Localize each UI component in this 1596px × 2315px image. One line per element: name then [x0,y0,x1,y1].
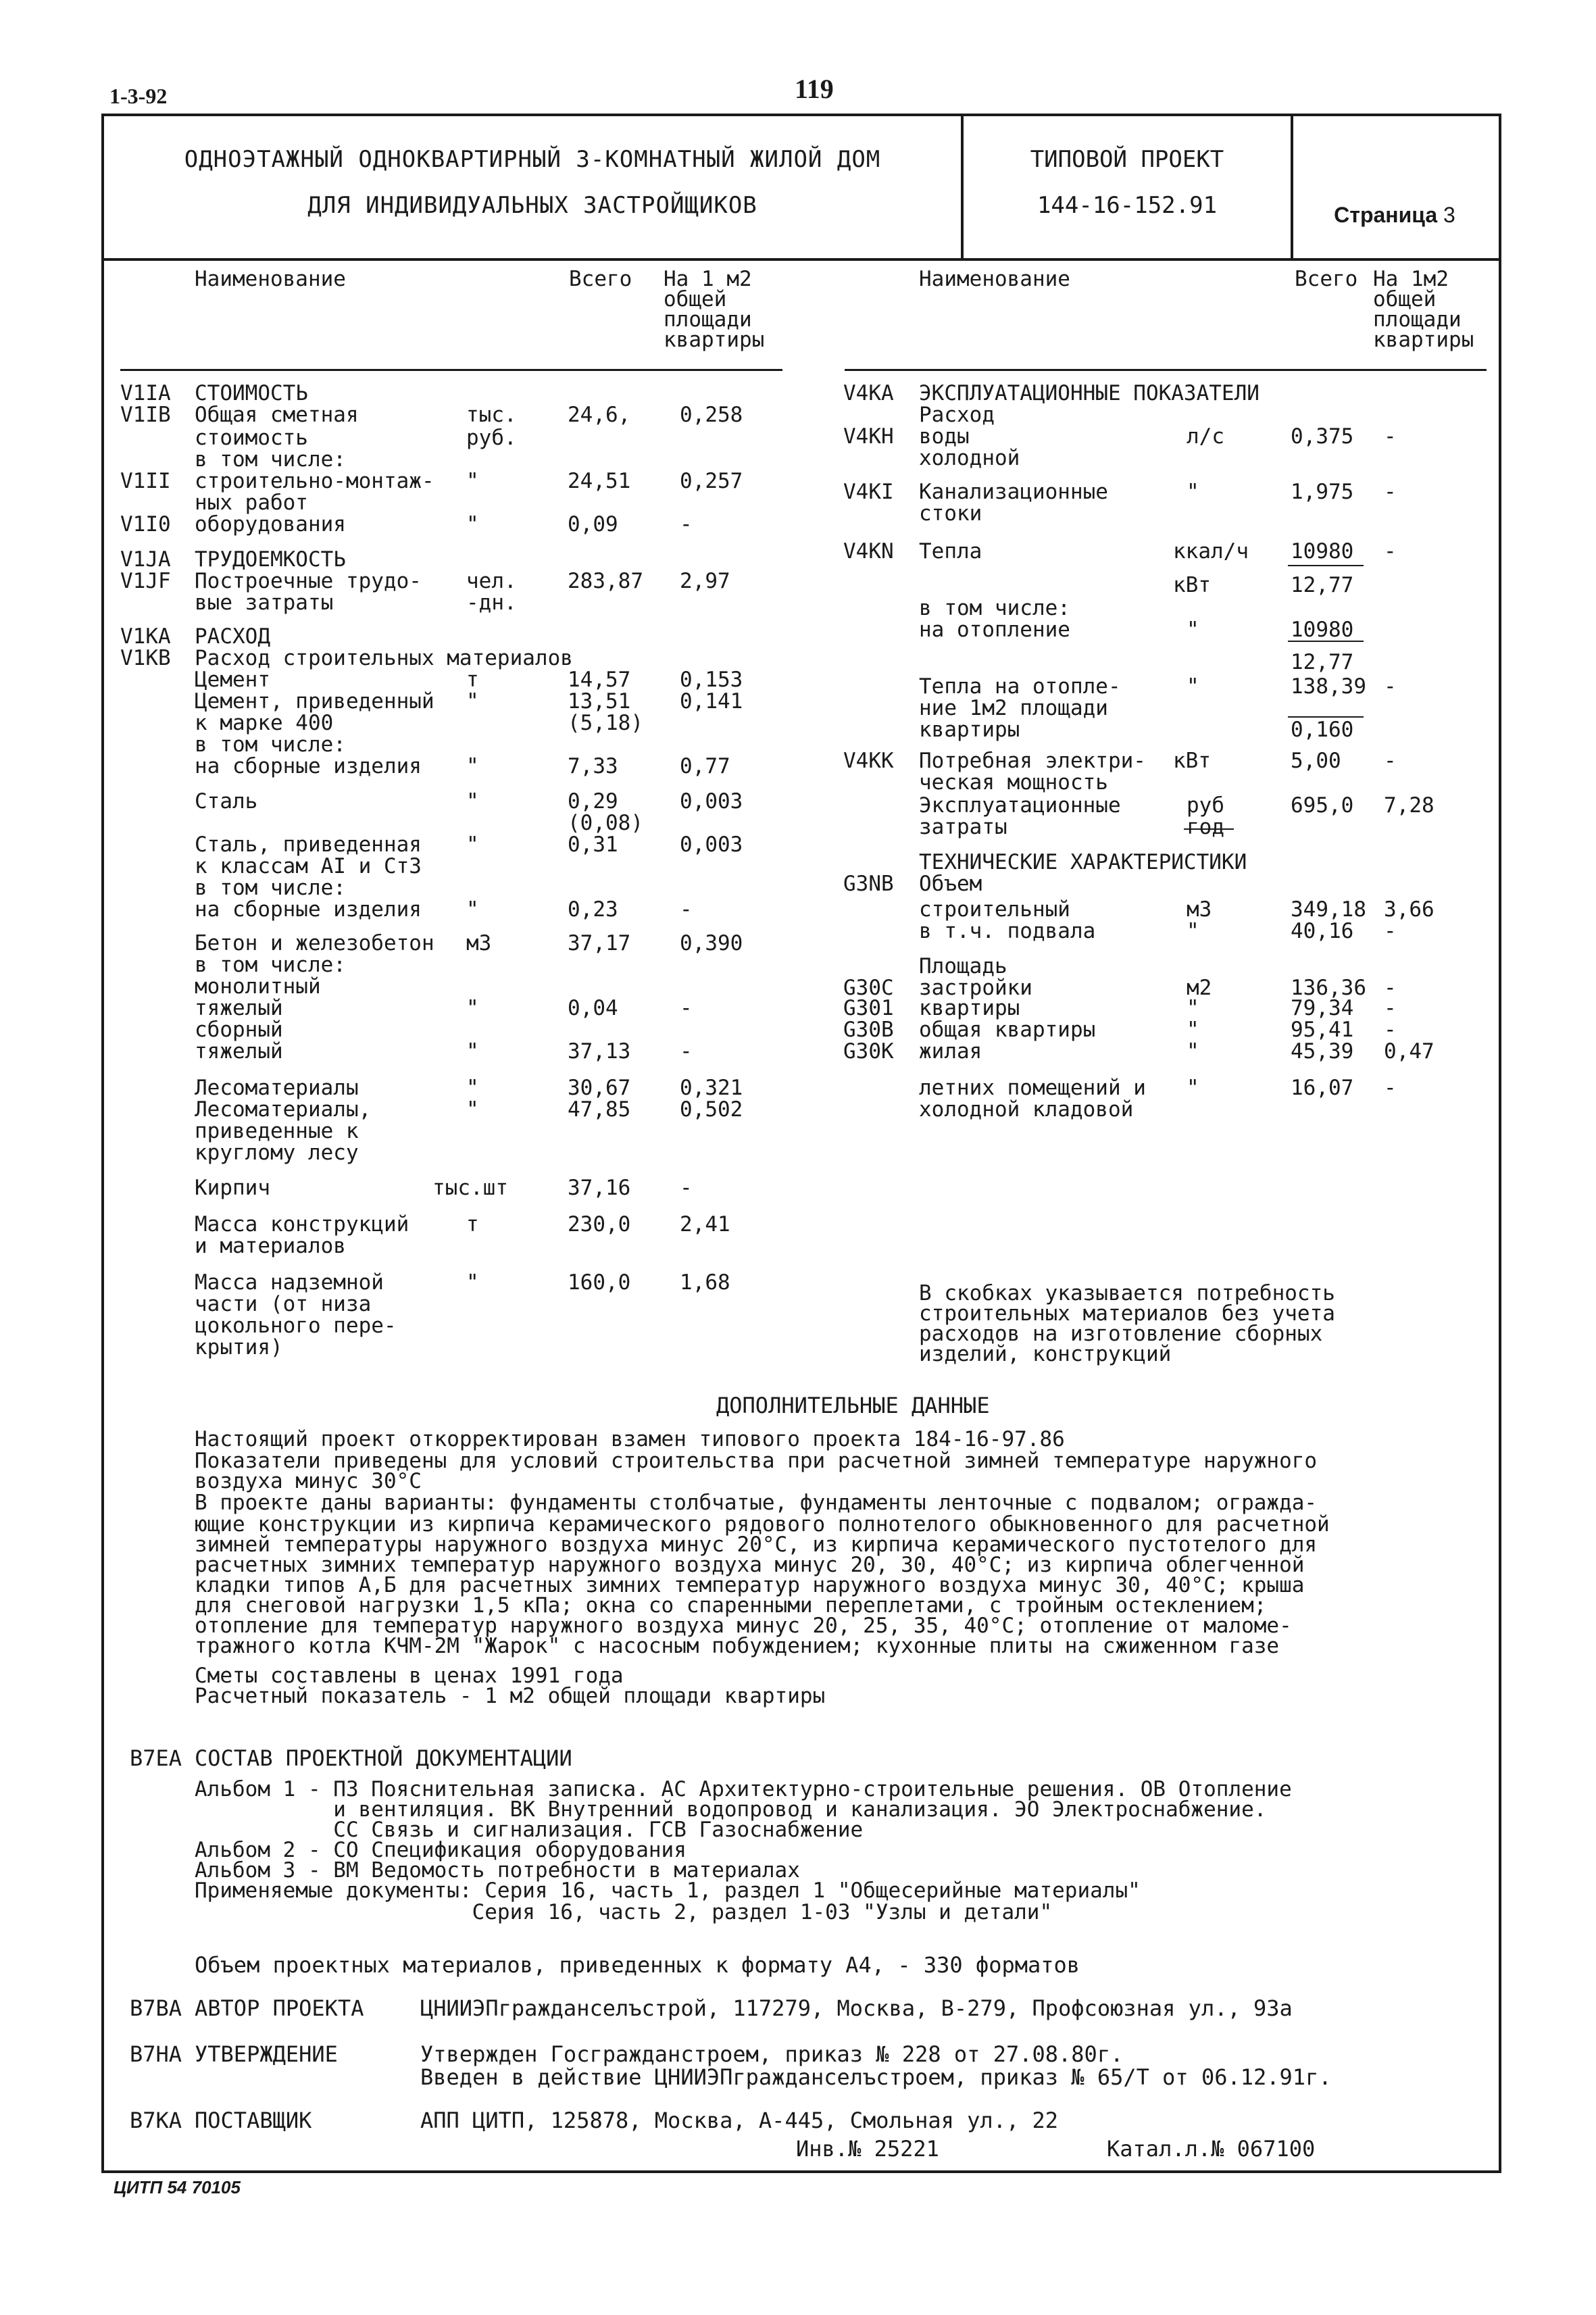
right-row-unit: ккал/ч [1173,539,1249,564]
left-row-name: к марке 400 [195,711,334,735]
left-row-per-m2: 1,68 [680,1270,730,1295]
left-row-unit: " [466,1097,479,1122]
extra-line: зимней температуры наружного воздуха минус 20°С, из кирпича керамического пустотелого для [195,1533,1318,1557]
right-row-code: G30C [843,976,894,1000]
b7ea-title: СОСТАВ ПРОЕКТНОЙ ДОКУМЕНТАЦИИ [195,1745,572,1771]
documentation-line: Альбом 1 - ПЗ Пояснительная записка. АС Архитектурно-строительные решения. ОВ Отопление [195,1777,1292,1801]
left-row-name: вые затраты [195,591,334,615]
left-row-name: Цемент, приведенный [195,689,434,714]
right-row-total: 0,160 [1291,718,1354,742]
left-col-header-per-m2-3: площади [664,307,752,332]
right-row-per-m2: 3,66 [1384,897,1435,922]
right-row-per-m2: - [1384,480,1397,504]
right-row-name: квартиры [919,996,1020,1020]
right-row-total: 40,16 [1291,919,1354,943]
right-col-header-total: Всего [1295,267,1358,291]
left-row-unit: " [466,789,479,814]
right-row-name: стоки [919,501,982,526]
documentation-line: Альбом 2 - СО Спецификация оборудования [195,1838,687,1862]
right-header-rule [845,369,1487,371]
right-row-unit: " [1187,674,1199,699]
right-col-header-per-m2: На 1м2 [1373,267,1449,291]
note-line: строительных материалов без учета [919,1301,1335,1326]
right-row-name: застройки [919,976,1032,1000]
right-row-name: Площадь [919,954,1007,978]
left-row-name: РАСХОД [195,624,270,649]
right-row-name: Тепла на отопле- [919,674,1121,699]
right-row-name: ние 1м2 площади [919,696,1108,720]
left-row-unit: т [466,668,479,692]
documentation-line: Применяемые документы: Серия 16, часть 1, раздел 1 "Общесерийные материалы" [195,1878,1141,1903]
left-row-name: Лесоматериалы [195,1076,359,1100]
documentation-line: Альбом 3 - ВМ Ведомость потребности в материалах [195,1858,800,1883]
b7ba-title: АВТОР ПРОЕКТА [195,1995,364,2021]
left-row-name: на сборные изделия [195,754,422,778]
print-stamp: ЦИТП 54 70105 [114,2177,241,2197]
left-row-name: Сталь, приведенная [195,832,422,857]
left-row-name: Лесоматериалы, [195,1097,372,1122]
header-separator-1 [961,116,964,258]
header-separator-2 [1291,116,1293,258]
right-row-total: 5,00 [1291,749,1341,773]
right-row-per-m2: - [1384,749,1397,773]
right-row-code: V4KH [843,424,894,449]
left-row-total: (5,18) [568,711,643,735]
left-row-unit: т [466,1212,479,1237]
right-row-unit: " [1187,919,1199,943]
left-row-name: к классам AI и Ст3 [195,854,422,878]
right-row-name: ческая мощность [919,770,1108,795]
right-row-unit: " [1187,1039,1199,1064]
left-col-header-per-m2-2: общей [664,287,727,312]
left-row-total: 13,51 [568,689,631,714]
right-row-name: строительный [919,897,1070,922]
left-row-total: 0,31 [568,832,618,857]
header-divider [104,258,1499,261]
b7ka-code: B7KA [130,2108,182,2133]
left-row-unit: " [466,996,479,1020]
project-author: ЦНИИЭПгражданселъстрой, 117279, Москва, В-279, Профсоюзная ул., 93а [420,1995,1293,2021]
left-row-name: СТОИМОСТЬ [195,381,308,405]
extra-line: расчетных зимних температур наружного воздуха минус 20, 30, 40°С; из кирпича облегченной [195,1553,1305,1577]
right-row-name: ТЕХНИЧЕСКИЕ ХАРАКТЕРИСТИКИ [919,850,1247,874]
left-row-total: 0,29 [568,789,618,814]
left-row-code: V1IA [120,381,171,405]
project-volume: Объем проектных материалов, приведенных к формату А4, - 330 форматов [195,1952,1080,1978]
left-row-per-m2: 0,141 [680,689,743,714]
left-row-name: Расход строительных материалов [195,646,573,670]
b7ha-title: УТВЕРЖДЕНИЕ [195,2041,338,2067]
left-row-total: 160,0 [568,1270,631,1295]
right-row-total: 0,375 [1291,424,1354,449]
left-row-name: в том числе: [195,876,346,900]
right-col-header-per-m2-4: квартиры [1373,328,1474,352]
right-row-name: общая квартиры [919,1018,1096,1042]
left-row-per-m2: 0,257 [680,469,743,493]
left-row-unit: " [466,1039,479,1064]
document-code: 1-3-92 [109,84,168,108]
documentation-line: СС Связь и сигнализация. ГСВ Газоснабжение [195,1818,864,1842]
fraction-line-heating [1288,641,1364,642]
left-row-name: приведенные к [195,1119,359,1143]
page-label: Страница [1334,203,1438,227]
left-row-per-m2: - [680,897,693,922]
header-title-line-1: ОДНОЭТАЖНЫЙ ОДНОКВАРТИРНЫЙ 3-КОМНАТНЫЙ ЖИЛОЙ ДОМ [184,146,881,173]
left-col-header-per-m2: На 1 м2 [664,267,752,291]
right-row-total: 10980 [1291,618,1354,642]
fraction-line-rub-year [1184,828,1234,830]
documentation-line: Серия 16, часть 2, раздел 1-03 "Узлы и детали" [195,1900,1053,1924]
extra-line: ющие конструкции из кирпича керамического рядового полнотелого обыкновенного для расчетной [195,1512,1330,1537]
left-row-per-m2: - [680,512,693,537]
right-row-total: 349,18 [1291,897,1366,922]
left-row-unit: " [466,754,479,778]
right-row-per-m2: - [1384,1018,1397,1042]
right-row-total: 45,39 [1291,1039,1354,1064]
right-row-name: ЭКСПЛУАТАЦИОННЫЕ ПОКАЗАТЕЛИ [919,381,1260,405]
supplier: АПП ЦИТП, 125878, Москва, А-445, Смольная ул., 22 [420,2108,1059,2133]
right-row-per-m2: 7,28 [1384,793,1435,818]
extra-line: Сметы составлены в ценах 1991 года [195,1664,624,1688]
right-row-total: 16,07 [1291,1076,1354,1100]
right-row-total: 695,0 [1291,793,1354,818]
left-row-per-m2: - [680,996,693,1020]
left-row-per-m2: - [680,1039,693,1064]
left-row-per-m2: 0,321 [680,1076,743,1100]
extra-line: В проекте даны варианты: фундаменты столбчатые, фундаменты ленточные с подвалом; огражда- [195,1491,1318,1515]
page-indicator [1293,203,1496,228]
note-line: расходов на изготовление сборных [919,1322,1323,1346]
extra-data-title: ДОПОЛНИТЕЛЬНЫЕ ДАННЫЕ [716,1393,990,1418]
left-row-total: 14,57 [568,668,631,692]
right-row-total: 79,34 [1291,996,1354,1020]
note-line: В скобках указывается потребность [919,1281,1335,1305]
extra-line: Настоящий проект откорректирован взамен типового проекта 184-16-97.86 [195,1427,1065,1451]
page-number: 119 [795,74,834,104]
left-row-unit: " [466,1076,479,1100]
right-row-name: холодной кладовой [919,1097,1134,1122]
left-row-name: и материалов [195,1234,346,1258]
right-row-per-m2: - [1384,424,1397,449]
right-col-header-per-m2-2: общей [1373,287,1437,312]
left-row-name: оборудования [195,512,346,537]
right-row-per-m2: - [1384,674,1397,699]
extra-line: тражного котла КЧМ-2М "Жарок" с насосным побуждением; кухонные плиты на сжиженном газе [195,1634,1280,1658]
left-row-unit: руб. [466,426,517,450]
left-row-name: тяжелый [195,996,283,1020]
right-row-per-m2: - [1384,996,1397,1020]
inventory-number: Инв.№ 25221 [796,2136,939,2162]
extra-line: кладки типов А,Б для расчетных зимних температур наружного воздуха минус 30, 40°С; крыша [195,1573,1305,1597]
right-col-header-per-m2-3: площади [1373,307,1462,332]
right-row-total: 136,36 [1291,976,1366,1000]
left-row-code: V1JA [120,547,171,572]
left-row-name: цокольного пере- [195,1314,397,1338]
extra-line: отопление для температур наружного воздуха минус 20, 25, 35, 40°С; отопление от маломе- [195,1614,1292,1638]
right-row-unit: руб [1187,793,1224,818]
header-title-line-2: ДЛЯ ИНДИВИДУАЛЬНЫХ ЗАСТРОЙЩИКОВ [307,192,757,219]
fraction-line-heat-m2 [1288,716,1364,718]
left-row-per-m2: 2,97 [680,569,730,593]
right-row-unit: л/с [1187,424,1224,449]
right-row-unit: " [1187,996,1199,1020]
right-row-unit: " [1187,618,1199,642]
extra-line: воздуха минус 30°С [195,1469,422,1493]
left-row-total: 230,0 [568,1212,631,1237]
left-row-name: Построечные трудо- [195,569,422,593]
left-row-total: 24,51 [568,469,631,493]
left-row-per-m2: 0,502 [680,1097,743,1122]
left-row-name: части (от низа [195,1292,372,1316]
left-row-unit: -дн. [466,591,517,615]
left-row-unit: тыс.шт [432,1176,508,1200]
b7ha-code: B7HA [130,2041,182,2067]
right-row-name: Потребная электри- [919,749,1146,773]
project-code: 144-16-152.91 [1037,192,1218,219]
right-row-code: G30B [843,1018,894,1042]
right-row-name: холодной [919,446,1020,470]
right-row-code: V4KN [843,539,894,564]
left-row-total: 0,04 [568,996,618,1020]
left-row-per-m2: 0,003 [680,789,743,814]
right-row-name: в том числе: [919,596,1070,620]
left-row-unit: " [466,512,479,537]
left-row-name: Сталь [195,789,258,814]
left-row-name: ных работ [195,491,308,515]
right-row-name: воды [919,424,970,449]
right-row-unit: кВт [1173,749,1211,773]
left-row-name: Кирпич [195,1176,270,1200]
left-row-name: в том числе: [195,953,346,977]
b7ba-code: B7BA [130,1995,182,2021]
left-row-per-m2: 2,41 [680,1212,730,1237]
left-row-name: Масса надземной [195,1270,384,1295]
left-row-name: на сборные изделия [195,897,422,922]
left-row-total: 24,6, [568,403,631,427]
left-row-total: 37,16 [568,1176,631,1200]
left-row-name: в том числе: [195,447,346,472]
left-row-per-m2: 0,77 [680,754,730,778]
right-row-per-m2: - [1384,539,1397,564]
left-row-name: тяжелый [195,1039,283,1064]
right-row-total: 12,77 [1291,573,1354,597]
right-row-unit: " [1187,1018,1199,1042]
right-row-per-m2: - [1384,1076,1397,1100]
left-row-name: круглому лесу [195,1141,359,1165]
right-row-per-m2: - [1384,976,1397,1000]
fraction-line-heat [1288,565,1364,566]
left-row-unit: чел. [466,569,517,593]
right-row-total: 12,77 [1291,650,1354,674]
right-row-per-m2: 0,47 [1384,1039,1435,1064]
left-row-code: V1KB [120,646,171,670]
page-value: 3 [1443,203,1455,227]
left-row-unit: тыс. [466,403,517,427]
left-row-unit: " [466,832,479,857]
left-row-name: крытия) [195,1335,283,1360]
left-col-header-total: Всего [569,267,632,291]
left-row-name: Общая сметная [195,403,359,427]
right-row-name: Канализационные [919,480,1108,504]
left-row-unit: " [466,897,479,922]
left-row-name: монолитный [195,974,321,999]
left-row-per-m2: - [680,1176,693,1200]
left-row-total: 37,17 [568,931,631,955]
right-row-total: 10980 [1291,539,1354,564]
right-row-name: Расход [919,403,995,427]
approval-line-1: Утвержден Госгражданстроем, приказ № 228 от 27.08.80г. [420,2041,1124,2067]
extra-line: Показатели приведены для условий строительства при расчетной зимней температуре наружного [195,1449,1318,1473]
right-row-name: Эксплуатационные [919,793,1121,818]
right-row-code: V4KK [843,749,894,773]
left-row-name: Цемент [195,668,270,692]
extra-line: Расчетный показатель - 1 м2 общей площади квартиры [195,1684,826,1708]
left-header-rule [120,369,782,371]
right-row-per-m2: - [1384,919,1397,943]
right-row-code: G301 [843,996,894,1020]
documentation-line: и вентиляция. ВК Внутренний водопровод и канализация. ЭО Электроснабжение. [195,1797,1267,1822]
catalog-number: Катал.л.№ 067100 [1107,2136,1316,2162]
right-row-total: 138,39 [1291,674,1366,699]
left-col-header-per-m2-4: квартиры [664,328,765,352]
left-row-per-m2: 0,153 [680,668,743,692]
right-row-unit: год [1187,815,1224,839]
left-row-code: V1IB [120,403,171,427]
right-row-name: квартиры [919,718,1020,742]
left-row-total: 283,87 [568,569,643,593]
left-row-unit: " [466,689,479,714]
left-row-name: строительно-монтаж- [195,469,434,493]
approval-line-2: Введен в действие ЦНИИЭПгражданселъстроем, приказ № 65/Т от 06.12.91г. [420,2064,1332,2090]
right-row-unit: " [1187,1076,1199,1100]
left-row-unit: " [466,469,479,493]
left-row-per-m2: 0,390 [680,931,743,955]
left-row-name: Масса конструкций [195,1212,409,1237]
left-row-name: Бетон и железобетон [195,931,434,955]
left-row-total: 37,13 [568,1039,631,1064]
right-row-code: G30K [843,1039,894,1064]
b7ka-title: ПОСТАВЩИК [195,2108,312,2133]
b7ea-code: B7EA [130,1745,182,1771]
right-row-unit: м3 [1187,897,1212,922]
right-row-code: V4KI [843,480,894,504]
left-row-per-m2: 0,003 [680,832,743,857]
left-row-name: стоимость [195,426,308,450]
right-row-name: жилая [919,1039,982,1064]
left-row-name: в том числе: [195,732,346,757]
left-row-unit: " [466,1270,479,1295]
left-row-code: V1JF [120,569,171,593]
project-label: ТИПОВОЙ ПРОЕКТ [1030,146,1224,173]
right-col-header-name: Наименование [919,267,1070,291]
right-row-name: Объем [919,872,982,896]
right-row-name: летних помещений и [919,1076,1146,1100]
right-row-unit: м2 [1187,976,1212,1000]
extra-line: для снеговой нагрузки 1,5 кПа; окна со спаренными переплетами, с тройным остеклением; [195,1593,1267,1618]
left-row-total: 0,23 [568,897,618,922]
left-row-unit: м3 [466,931,492,955]
right-row-unit: кВт [1173,573,1211,597]
left-row-code: V1KA [120,624,171,649]
right-row-name: Тепла [919,539,982,564]
left-row-code: V1II [120,469,171,493]
right-row-name: в т.ч. подвала [919,919,1096,943]
left-row-total: 0,09 [568,512,618,537]
left-row-total: 47,85 [568,1097,631,1122]
right-row-total: 1,975 [1291,480,1354,504]
left-row-total: (0,08) [568,811,643,835]
right-row-code: G3NB [843,872,894,896]
right-row-name: затраты [919,815,1007,839]
left-row-name: ТРУДОЕМКОСТЬ [195,547,346,572]
left-row-per-m2: 0,258 [680,403,743,427]
left-row-name: сборный [195,1018,283,1042]
left-row-total: 7,33 [568,754,618,778]
right-row-name: на отопление [919,618,1070,642]
right-row-total: 95,41 [1291,1018,1354,1042]
left-col-header-name: Наименование [195,267,346,291]
left-row-code: V1I0 [120,512,171,537]
left-row-total: 30,67 [568,1076,631,1100]
right-row-unit: " [1187,480,1199,504]
note-line: изделий, конструкций [919,1342,1172,1366]
right-row-code: V4KA [843,381,894,405]
